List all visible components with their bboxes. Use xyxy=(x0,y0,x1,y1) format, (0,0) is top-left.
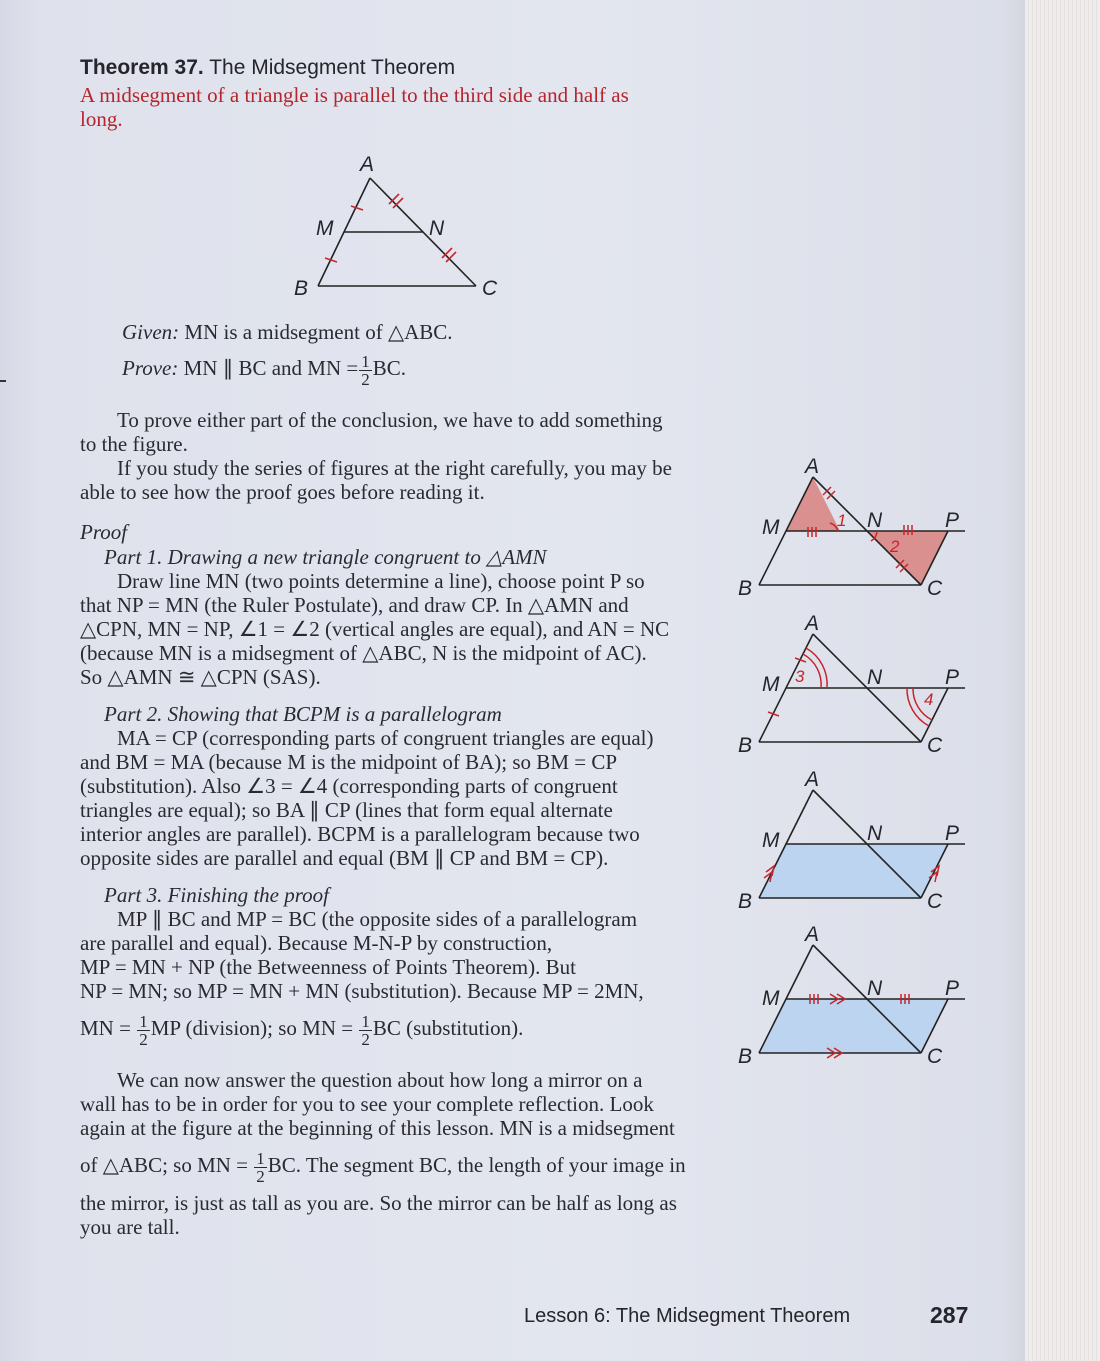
figure-label: B xyxy=(738,890,753,913)
part2-line: interior angles are parallel). BCPM is a parallelogram because two xyxy=(80,822,640,846)
label-c: C xyxy=(482,277,498,300)
figure-label: 2 xyxy=(890,537,900,556)
part2-line: (substitution). Also ∠3 = ∠4 (corresponding parts of congruent xyxy=(80,774,618,798)
part3-line: are parallel and equal). Because M-N-P by construction, xyxy=(80,931,553,955)
theorem-heading xyxy=(80,56,455,80)
label-a: A xyxy=(360,153,375,176)
figure-label: P xyxy=(945,822,960,845)
label-m: M xyxy=(316,217,334,240)
label-b: B xyxy=(294,277,309,300)
conclusion-fraction-line: of △ABC; so MN = $\frac{1}{2}$ BC. The segment BC, the length of your image in xyxy=(80,1148,686,1186)
figure-label: C xyxy=(927,890,943,913)
part1-heading: Part 1. Drawing a new triangle congruent to △AMN xyxy=(104,545,547,569)
figure-label: 1 xyxy=(837,511,847,530)
part2-line: MA = CP (corresponding parts of congruent triangles are equal) xyxy=(117,726,654,750)
fraction-one-half: $\frac{1}{2}$ xyxy=(361,351,370,389)
prove-text-b: BC. xyxy=(372,356,406,380)
fraction-one-half: $\frac{1}{2}$ xyxy=(361,1011,370,1049)
part3-line: NP = MN; so MP = MN + MN (substitution). Because MP = 2MN, xyxy=(80,979,644,1003)
figure-label: M xyxy=(762,829,780,852)
part1-line: △CPN, MN = NP, ∠1 = ∠2 (vertical angles are equal), and AN = NC xyxy=(80,617,670,641)
theorem-number: Theorem 37. xyxy=(80,56,204,79)
figure-label: N xyxy=(867,977,883,1000)
part3-line: MP = MN + NP (the Betweenness of Points Theorem). But xyxy=(80,955,576,979)
figure-label: N xyxy=(867,666,883,689)
theorem-statement-line-1: A midsegment of a triangle is parallel to the third side and half as xyxy=(80,83,629,107)
figure-label: P xyxy=(945,977,960,1000)
figure-label: M xyxy=(762,987,780,1010)
part1-line: Draw line MN (two points determine a line), choose point P so xyxy=(117,569,645,593)
part2-line: opposite sides are parallel and equal (BM ∥ CP and BM = CP). xyxy=(80,846,609,870)
running-footer: Lesson 6: The Midsegment Theorem xyxy=(524,1305,851,1327)
figure-label: N xyxy=(867,822,883,845)
midsegment-triangle-figure xyxy=(285,150,505,300)
part2-line: triangles are equal); so BA ∥ CP (lines that form equal alternate xyxy=(80,798,613,822)
figure-label: A xyxy=(805,768,820,791)
part3-last-line: MN = $\frac{1}{2}$ MP (division); so MN = $\frac{1}{2}$ BC (substitution). xyxy=(80,1011,524,1049)
parallelogram-fill xyxy=(759,999,948,1053)
figure-label: C xyxy=(927,734,943,757)
part1-line: that NP = MN (the Ruler Postulate), and draw CP. In △AMN and xyxy=(80,593,629,617)
figure-label: 3 xyxy=(795,667,805,686)
part2-line: and BM = MA (because M is the midpoint of BA); so BM = CP xyxy=(80,750,618,774)
figure-label: B xyxy=(738,577,753,600)
given-label: Given: xyxy=(122,320,180,344)
figure-label: C xyxy=(927,577,943,600)
figure-label: B xyxy=(738,1045,753,1068)
figure-label: M xyxy=(762,516,780,539)
triangle-amn-fill xyxy=(786,477,840,531)
part2-heading: Part 2. Showing that BCPM is a parallelogram xyxy=(104,702,502,726)
part1-line: (because MN is a midsegment of △ABC, N is the midpoint of AC). xyxy=(80,641,647,665)
given-text: MN is a midsegment of △ABC. xyxy=(184,320,453,344)
conclusion-line: the mirror, is just as tall as you are. So the mirror can be half as long as xyxy=(80,1191,677,1215)
figure-label: P xyxy=(945,666,960,689)
figure-label: M xyxy=(762,673,780,696)
prove-label: Prove: xyxy=(122,356,179,380)
figure-label: C xyxy=(927,1045,943,1068)
conclusion-line: again at the figure at the beginning of this lesson. MN is a midsegment xyxy=(80,1116,675,1140)
conclusion-line: wall has to be in order for you to see your complete reflection. Look xyxy=(80,1092,654,1116)
side-figure-4 xyxy=(730,923,980,1073)
prove-text-a: MN ∥ BC and MN = xyxy=(183,356,359,380)
theorem-name: The Midsegment Theorem xyxy=(209,56,456,79)
theorem-statement-line-2: long. xyxy=(80,107,123,131)
part1-line: So △AMN ≅ △CPN (SAS). xyxy=(80,665,321,689)
page-number: 287 xyxy=(930,1302,969,1328)
proof-label: Proof xyxy=(80,520,128,544)
margin-mark xyxy=(0,380,6,382)
parallelogram-fill xyxy=(759,844,948,898)
side-figure-1 xyxy=(730,455,980,605)
intro-line: to the figure. xyxy=(80,432,188,456)
figure-label: P xyxy=(945,509,960,532)
part3-line: MP ∥ BC and MP = BC (the opposite sides of a parallelogram xyxy=(117,907,638,931)
conclusion-line: We can now answer the question about how long a mirror on a xyxy=(117,1068,643,1092)
page-edge xyxy=(1025,0,1100,1361)
figure-label: A xyxy=(805,612,820,635)
fraction-one-half: $\frac{1}{2}$ xyxy=(256,1148,265,1186)
prove-line xyxy=(122,346,406,390)
figure-label: B xyxy=(738,734,753,757)
figure-label: 4 xyxy=(924,690,934,709)
part3-heading: Part 3. Finishing the proof xyxy=(104,883,329,907)
figure-label: A xyxy=(805,455,820,478)
label-n: N xyxy=(429,217,445,240)
figure-label: A xyxy=(805,923,820,946)
figure-label: N xyxy=(867,509,883,532)
side-figure-3 xyxy=(730,768,980,918)
fraction-one-half: $\frac{1}{2}$ xyxy=(139,1011,148,1049)
side-figure-2 xyxy=(730,612,980,762)
intro-line: To prove either part of the conclusion, we have to add something xyxy=(117,408,663,432)
conclusion-line: you are tall. xyxy=(80,1215,180,1239)
given-line xyxy=(122,320,453,344)
intro-line: If you study the series of figures at the right carefully, you may be xyxy=(117,456,672,480)
intro-line: able to see how the proof goes before reading it. xyxy=(80,480,485,504)
